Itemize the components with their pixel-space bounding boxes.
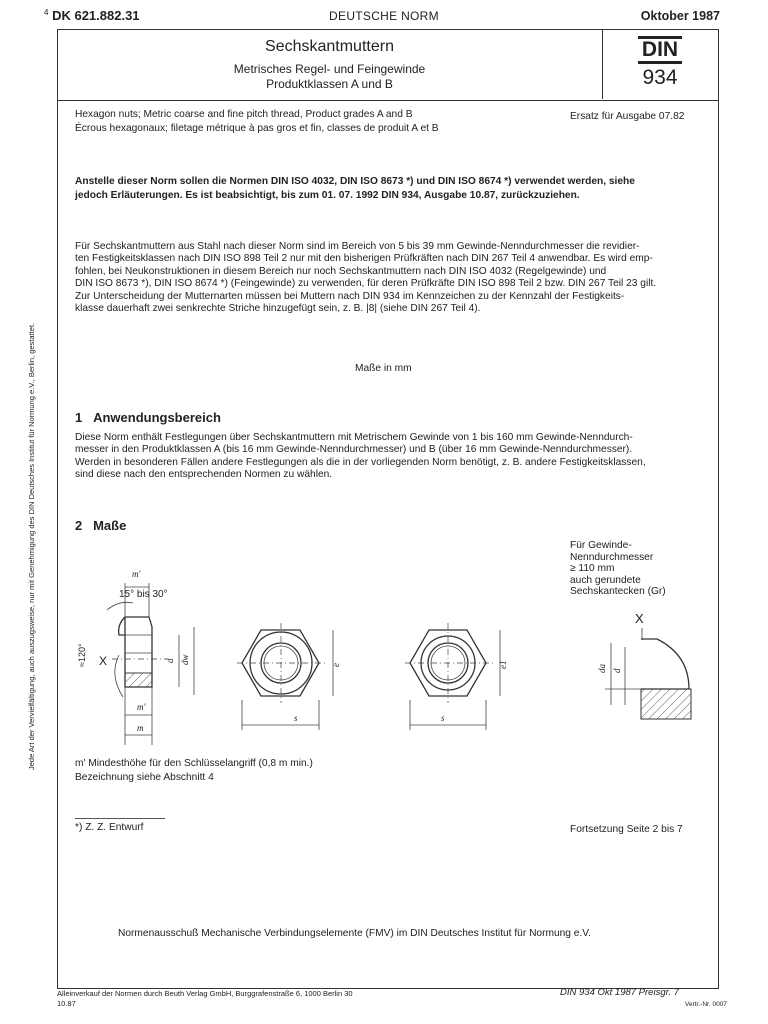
issue-date: Oktober 1987 [640, 9, 720, 23]
intro-line: klasse dauerhaft zwei senkrechte Striche hinzugefügt sein, z. B. |8| (siehe DIN 267 Teil 4). [75, 303, 481, 315]
nut-drawing [57, 555, 719, 755]
section-2-heading [75, 518, 126, 533]
section-1-body [75, 432, 715, 482]
front-view-a [237, 623, 341, 730]
label-d-side: d [165, 658, 175, 663]
drawing-notes [75, 757, 313, 785]
continuation-note: Fortsetzung Seite 2 bis 7 [570, 824, 683, 835]
front-view-b [405, 623, 508, 730]
mprime-note: m' Mindesthöhe für den Schlüsselangriff (0,8 m min.) [75, 758, 313, 769]
page-subtitle [57, 62, 602, 92]
label-x-detail: X [635, 611, 644, 626]
footnote: *) Z. Z. Entwurf [75, 822, 144, 833]
translations [75, 108, 439, 136]
label-s-a: s [294, 713, 298, 723]
footer-publisher: Alleinverkauf der Normen durch Beuth Verlag GmbH, Burggrafenstraße 6, 1000 Berlin 30 10.87 [57, 989, 353, 1008]
label-angle: 15° bis 30° [119, 589, 168, 600]
notice [75, 175, 715, 203]
title-divider [602, 29, 603, 99]
section-1-title: Anwendungsbereich [93, 410, 221, 425]
label-m: m [137, 723, 144, 733]
label-e: e [331, 663, 341, 667]
notice-line-2: jedoch Erläuterungen. Es ist beabsichtigt, bis zum 01. 07. 1992 DIN 934, Ausgabe 10.87, zurückzuziehen. [75, 190, 580, 201]
section-1-line: sind diese nach den entsprechenden Normen zu wählen. [75, 469, 333, 481]
label-x-side: X [99, 654, 108, 668]
intro-line: Zur Unterscheidung der Mutternarten müssen bei Muttern nach DIN 934 im Kennzeichen zu der Kennzahl der Festigkeits- [75, 290, 625, 302]
label-s-b: s [441, 713, 445, 723]
intro-line: ten Festigkeitsklassen nach DIN ISO 898 Teil 2 nur mit den bisherigen Prüfkräften nach DIN 267 Teil 4 anwendbar. Es wird emp- [75, 253, 653, 265]
intro-line: DIN ISO 8673 *), DIN ISO 8674 *) (Feingewinde) zu verwenden, für deren Prüfkräfte DIN ISO 898 Teil 2 bzw. DIN 267 Teil 23 gilt. [75, 278, 657, 290]
detail-x [597, 611, 691, 719]
norm-type: DEUTSCHE NORM [329, 9, 439, 23]
section-2-number: 2 [75, 518, 83, 533]
replaces-edition: Ersatz für Ausgabe 07.82 [570, 111, 685, 122]
committee: Normenausschuß Mechanische Verbindungselemente (FMV) im DIN Deutsches Institut für Normung e.V. [118, 928, 591, 939]
section-1-heading [75, 410, 221, 425]
nut-chamfer-top [119, 617, 125, 635]
page-frame [57, 29, 719, 989]
label-da: da [597, 664, 607, 673]
label-angle-120: ≈120° [77, 643, 87, 667]
thread-section [125, 673, 152, 687]
rounded-corner-outline [641, 639, 689, 689]
translation-en: Hexagon nuts; Metric coarse and fine pitch thread, Product grades A and B [75, 109, 413, 120]
subtitle-line-1: Metrisches Regel- und Feingewinde [233, 62, 426, 76]
intro-paragraph [75, 241, 715, 315]
din-number: 934 [642, 66, 678, 89]
rounded-corner-note: Für Gewinde- Nenndurchmesser ≥ 110 mm auch gerundete Sechskantecken (Gr) [570, 540, 666, 597]
label-mprime-bottom: m' [137, 702, 146, 712]
intro-line: Für Sechskantmuttern aus Stahl nach dieser Norm sind im Bereich von 5 bis 39 mm Gewinde-Nenndurchmesser die revidier- [75, 241, 640, 252]
dk-number: $^4$ DK 621.882.31 [44, 8, 140, 23]
translation-fr: Écrous hexagonaux; filetage métrique à pas gros et fin, classes de produit A et B [75, 123, 439, 134]
intro-line: fohlen, bei Neukonstruktionen in diesem Bereich nur noch Sechskantmuttern nach DIN ISO 4032 (Regelgewinde) und [75, 265, 607, 277]
footer-vertr: Vertr.-Nr. 0007 [685, 1001, 727, 1008]
copyright-side-note: Jede Art der Vervielfältigung, auch auszugsweise, nur mit Genehmigung des DIN Deutsches Institut für Normung e.V., Berlin, gestattet. [27, 322, 36, 770]
din-logo: DIN [605, 36, 715, 64]
section-1-line: Diese Norm enthält Festlegungen über Sechskantmuttern mit Metrischem Gewinde von 1 bis 160 mm Gewinde-Nenndurch- [75, 432, 633, 443]
rounded-thread-section [641, 689, 691, 719]
units-note: Maße in mm [355, 363, 412, 374]
section-1-line: Werden in besonderen Fällen andere Festlegungen als die in der vorliegenden Norm benötigt, z. B. andere Festigkeitsklassen, [75, 456, 646, 468]
label-d-detail: d [612, 668, 622, 673]
notice-line-1: Anstelle dieser Norm sollen die Normen DIN ISO 4032, DIN ISO 8673 *) und DIN ISO 8674 *) verwendet werden, siehe [75, 176, 635, 187]
page-title: Sechskantmuttern [265, 38, 394, 55]
footnote-rule [75, 818, 165, 819]
section-1-number: 1 [75, 410, 83, 425]
footer-norm-ref: DIN 934 Okt 1987 Preisgr. 7 [560, 987, 679, 998]
label-e1: e1 [498, 660, 508, 669]
label-mprime: m' [132, 569, 141, 579]
section-1-line: messer in den Produktklassen A (bis 16 mm Gewinde-Nenndurchmesser) und B (über 16 mm Gewinde-Nenndurchmesser). [75, 444, 633, 456]
side-view [77, 569, 194, 745]
label-dw: dw [180, 654, 190, 665]
section-2-title: Maße [93, 518, 127, 533]
subtitle-line-2: Produktklassen A und B [266, 77, 393, 91]
designation-note: Bezeichnung siehe Abschnitt 4 [75, 772, 214, 783]
